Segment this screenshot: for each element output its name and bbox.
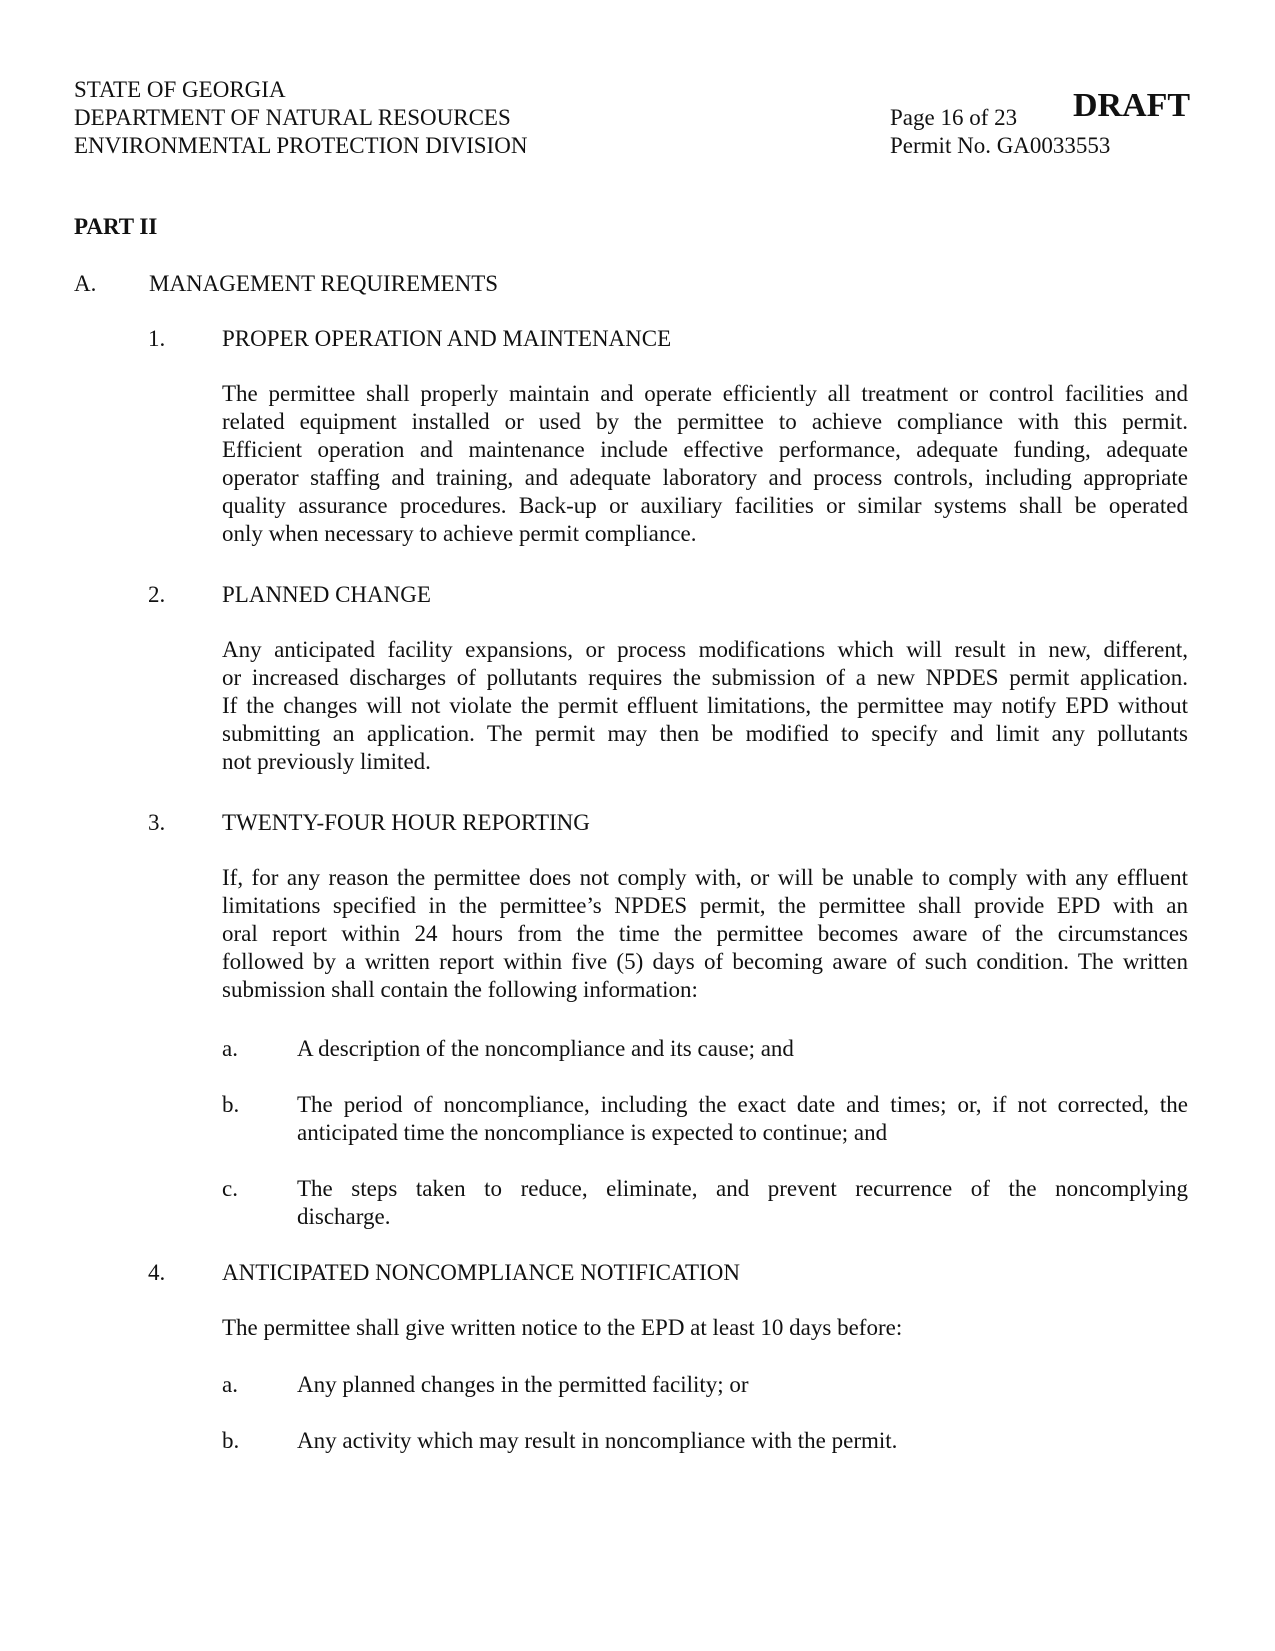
item-3b-text <box>297 1091 1188 1147</box>
item-4-title: ANTICIPATED NONCOMPLIANCE NOTIFICATION <box>222 1260 740 1285</box>
paragraph-line: or increased discharges of pollutants requires the submission of a new NPDES permit application. <box>222 665 1188 690</box>
item-3-paragraph <box>222 864 1188 1004</box>
paragraph-line: anticipated time the noncompliance is expected to continue; and <box>297 1120 888 1145</box>
part-title: PART II <box>74 214 158 239</box>
item-4b-text <box>297 1427 1188 1455</box>
item-3c-letter: c. <box>222 1176 238 1201</box>
item-4-number: 4. <box>148 1260 166 1285</box>
item-1-title: PROPER OPERATION AND MAINTENANCE <box>222 326 672 351</box>
item-3a-letter: a. <box>222 1036 238 1061</box>
permit-number: Permit No. GA0033553 <box>890 133 1111 158</box>
draft-watermark-label: DRAFT <box>1073 87 1191 124</box>
paragraph-line: followed by a written report within five (5) days of becoming aware of such condition. The written <box>222 949 1188 974</box>
section-a-letter: A. <box>74 271 97 296</box>
item-1-number: 1. <box>148 326 166 351</box>
item-3a-text <box>297 1035 1188 1063</box>
paragraph-line: The permittee shall give written notice to the EPD at least 10 days before: <box>222 1315 903 1340</box>
paragraph-line: The permittee shall properly maintain and operate efficiently all treatment or control facilities and <box>222 381 1188 406</box>
item-4a-text <box>297 1371 1188 1399</box>
paragraph-line: If the changes will not violate the permit effluent limitations, the permittee may notify EPD without <box>222 693 1188 718</box>
paragraph-line: Efficient operation and maintenance include effective performance, adequate funding, adequate <box>222 437 1188 462</box>
item-3-number: 3. <box>148 810 166 835</box>
item-4a-letter: a. <box>222 1372 238 1397</box>
item-3b-letter: b. <box>222 1092 240 1117</box>
item-4b-letter: b. <box>222 1428 240 1453</box>
paragraph-line: submission shall contain the following information: <box>222 977 698 1002</box>
paragraph-line: operator staffing and training, and adequate laboratory and process controls, including appropriate <box>222 465 1188 490</box>
item-1-paragraph <box>222 380 1188 548</box>
agency-line-state: STATE OF GEORGIA <box>74 77 286 102</box>
section-a-heading <box>74 270 499 298</box>
paragraph-line: not previously limited. <box>222 749 431 774</box>
paragraph-line: Any activity which may result in noncompliance with the permit. <box>297 1428 898 1453</box>
paragraph-line: A description of the noncompliance and its cause; and <box>297 1036 794 1061</box>
paragraph-line: Any planned changes in the permitted facility; or <box>297 1372 749 1397</box>
agency-header <box>74 76 527 160</box>
paragraph-line: limitations specified in the permittee’s NPDES permit, the permittee shall provide EPD with an <box>222 893 1188 918</box>
paragraph-line: quality assurance procedures. Back-up or auxiliary facilities or similar systems shall be operated <box>222 493 1188 518</box>
paragraph-line: The steps taken to reduce, eliminate, and prevent recurrence of the noncomplying <box>297 1176 1188 1201</box>
item-2-title: PLANNED CHANGE <box>222 582 431 607</box>
agency-line-department: DEPARTMENT OF NATURAL RESOURCES <box>74 105 511 130</box>
paragraph-line: oral report within 24 hours from the time the permittee becomes aware of the circumstances <box>222 921 1188 946</box>
paragraph-line: The period of noncompliance, including the exact date and times; or, if not corrected, the <box>297 1092 1188 1117</box>
agency-line-division: ENVIRONMENTAL PROTECTION DIVISION <box>74 133 528 158</box>
paragraph-line: discharge. <box>297 1204 391 1229</box>
item-3-title: TWENTY-FOUR HOUR REPORTING <box>222 810 590 835</box>
paragraph-line: related equipment installed or used by the permittee to achieve compliance with this permit. <box>222 409 1188 434</box>
paragraph-line: Any anticipated facility expansions, or process modifications which will result in new, different, <box>222 637 1188 662</box>
paragraph-line: If, for any reason the permittee does not comply with, or will be unable to comply with any effluent <box>222 865 1188 890</box>
section-a-title: MANAGEMENT REQUIREMENTS <box>149 271 499 296</box>
paragraph-line: submitting an application. The permit may then be modified to specify and limit any pollutants <box>222 721 1188 746</box>
item-3c-text <box>297 1175 1188 1231</box>
item-2-number: 2. <box>148 582 166 607</box>
paragraph-line: only when necessary to achieve permit compliance. <box>222 521 697 546</box>
page-number: Page 16 of 23 <box>890 105 1018 130</box>
item-4-paragraph <box>222 1314 1188 1342</box>
item-2-paragraph <box>222 636 1188 776</box>
